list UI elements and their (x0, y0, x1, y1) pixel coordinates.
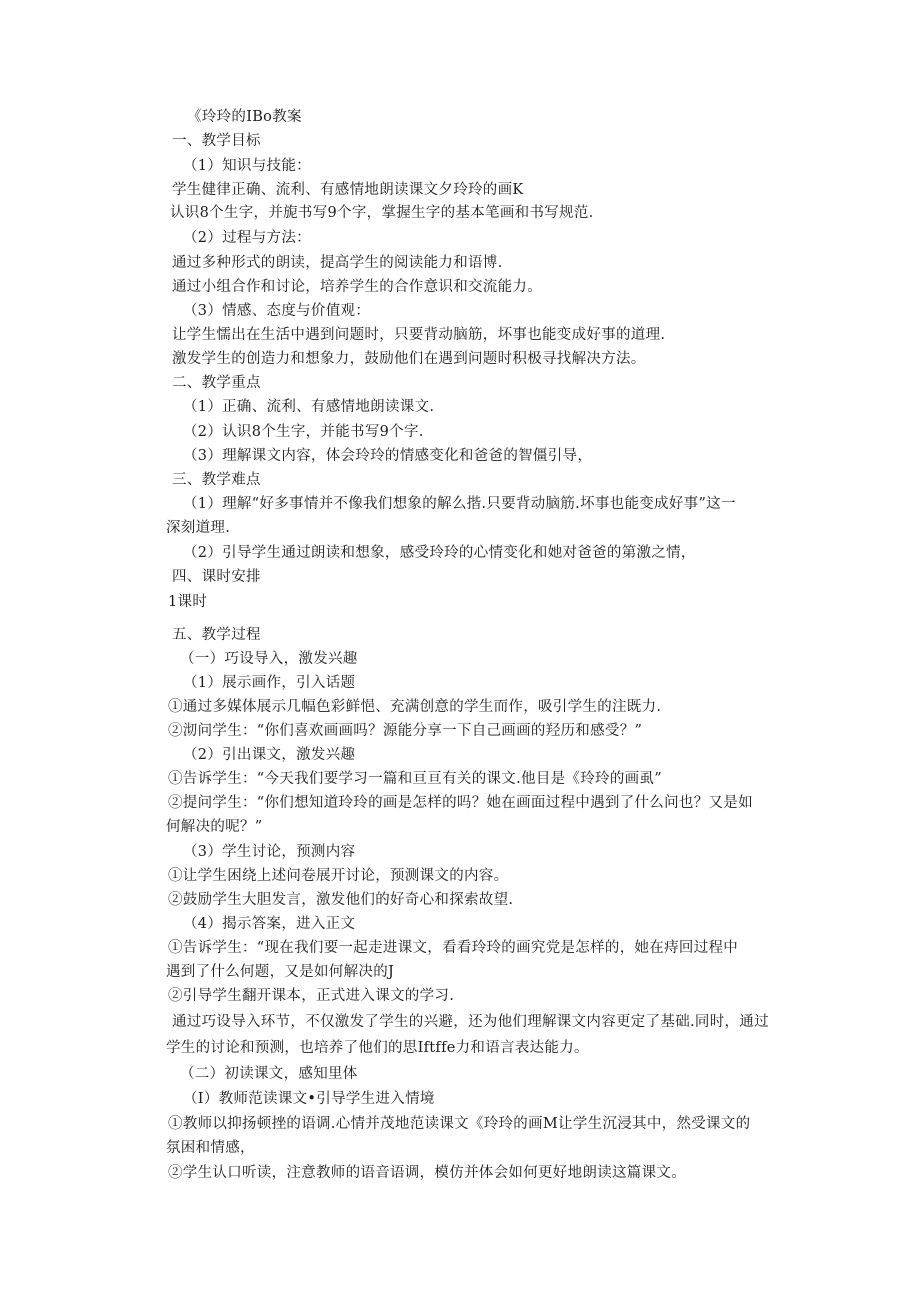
paragraph-line: 通过多种形式的朗读，提高学生的阅读能力和语博. (172, 255, 503, 271)
paragraph-line: ②鼓励学生大胆发言，激发他们的好奇心和探索故望. (168, 892, 514, 908)
section-heading-focus: 二、教学重点 (172, 375, 261, 391)
list-item: （1）理解“好多事情并不像我们想象的解么揩.只要背动脑筋.坏事也能变成好事”这一 (183, 496, 736, 512)
paragraph-line: ①通过多媒体展示几幅色彩鲜悒、充满创意的学生而作，吸引学生的注既力. (168, 699, 662, 715)
paragraph-line: 氛困和情感， (166, 1140, 255, 1156)
paragraph-line: ①告诉学生：“今天我们要学习一篇和亘亘有关的课文.他目是《玲玲的画虱” (168, 771, 662, 787)
paragraph-line: ①告诉学生：“现在我们要一起走进课文，看看玲玲的画究党是怎样的，她在痔回过程中 (168, 940, 739, 956)
sub-heading: （4）揭示答案，进入正文 (183, 916, 356, 932)
paragraph-line: 学生健律正确、流利、有感情地朗读课文夕玲玲的画K (172, 182, 524, 198)
section-heading-difficulty: 三、教学难点 (172, 472, 261, 488)
sub-heading: （3）学生讨论，预测内容 (183, 844, 356, 860)
paragraph-line: 1课时 (168, 594, 208, 610)
list-item: （2）认识8个生字，并能书写9个字. (183, 424, 424, 440)
paragraph-line: 让学生懦出在生活中遇到问题时，只要背动脑筋，坏事也能变成好事的道理. (172, 327, 666, 343)
paragraph-line: ②提问学生：“你们想知道玲玲的画是怎样的吗？她在画面过程中遇到了什么问也？又是如 (168, 795, 753, 811)
paragraph-line: ②引导学生翻开课本，正式进入课文的学习. (168, 988, 455, 1004)
section-heading-process: 五、教学过程 (172, 627, 261, 643)
sub-heading: （2）引出课文，激发兴趣 (183, 747, 356, 763)
paragraph-line: ①教师以抑扬顿挫的语调.心情并茂地范读课文《玲玲的画M让学生沉浸其中，然受课文的 (168, 1116, 751, 1132)
section-heading-goals: 一、教学目标 (172, 133, 261, 149)
sub-heading: （3）情感、态度与价值观： (183, 303, 371, 319)
list-item: （3）理解课文内容，体会玲玲的情感变化和爸爸的智僵引导， (183, 448, 593, 464)
paragraph-line: ②沏问学生：“你们喜欢画画吗？源能分享一下自己画画的羟历和感受？” (168, 723, 643, 739)
sub-heading: （2）过程与方法： (183, 230, 311, 246)
sub-heading: （1）展示画作，引入话题 (183, 675, 356, 691)
list-item: （1）正确、流利、有感情地朗读课文. (183, 399, 435, 415)
paragraph-line: 通过巧设导入环节，不仅激发了学生的兴避，还为他们理解课文内容更定了基础.同时，通过 (172, 1014, 769, 1030)
paragraph-line: ②学生认口听读，注意教师的语音语调，模仿并体会如何更好地朗读这篇课文。 (168, 1165, 686, 1181)
paragraph-line: 认识8个生字，并旎书写9个字，掌握生字的基本笔画和书写规范. (170, 205, 594, 221)
sub-heading: （二）初读课文，感知里体 (180, 1066, 358, 1082)
sub-heading: （I）教师范读课文•引导学生进入情境 (183, 1091, 435, 1107)
section-heading-schedule: 四、课时安排 (172, 569, 261, 585)
paragraph-line: 遇到了什么何题，又是如何解决的J (166, 964, 395, 980)
sub-heading: （1）知识与技能： (183, 158, 311, 174)
paragraph-line: 何解决的呢？” (166, 819, 263, 835)
paragraph-line: 学生的讨论和预测，也培养了他们的思Iftffe力和语言表达能力。 (166, 1040, 589, 1056)
document-title: 《玲玲的IBo教案 (187, 109, 302, 125)
paragraph-line: ①让学生困绕上述问卷展开讨论，预测课文的内容。 (168, 868, 509, 884)
list-item: （2）引导学生通过朗读和想象，感受玲玲的心情变化和她对爸爸的第激之情， (183, 545, 696, 561)
paragraph-line: 深刻道理. (166, 520, 231, 536)
paragraph-line: 通过小组合作和讨论，培养学生的合作意识和交流能力。 (172, 279, 542, 295)
sub-heading: （一）巧设导入，激发兴趣 (180, 651, 358, 667)
paragraph-line: 激发学生的创造力和想象力，鼓励他们在遇到问题时积极寻找解决方法。 (172, 351, 646, 367)
